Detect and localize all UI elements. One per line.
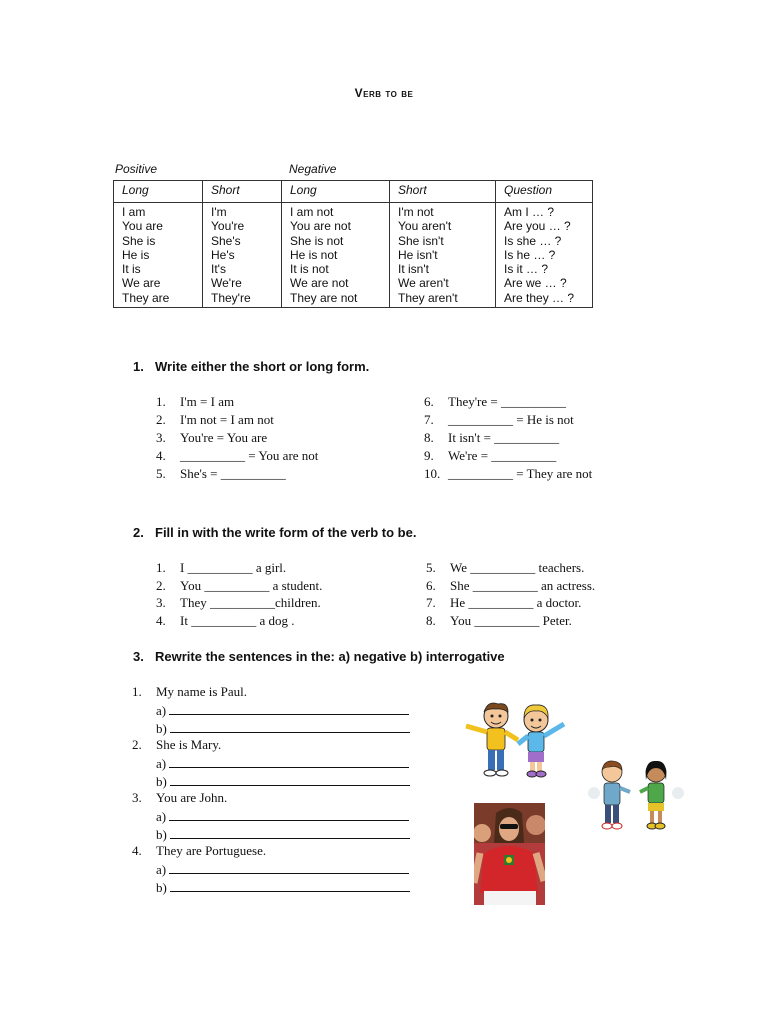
list-item <box>156 466 318 484</box>
answer-label: a) <box>156 756 167 771</box>
item-number: 1. <box>156 560 166 575</box>
item-text: We're = __________ <box>448 448 557 463</box>
item-text: You __________ a student. <box>180 577 323 593</box>
table-cell <box>390 203 496 308</box>
list-item <box>156 578 322 596</box>
answer-blank[interactable] <box>170 720 410 733</box>
table-body-row <box>114 203 593 308</box>
item-number: 1. <box>132 684 142 699</box>
list-item <box>424 394 592 412</box>
table-cell-text: Are we … ? <box>504 276 567 291</box>
table-cell-text: He's <box>211 247 235 262</box>
table-cell <box>496 203 593 308</box>
col-header: Long <box>282 181 390 203</box>
talking-kids-image <box>586 758 686 834</box>
table-cell-text: We're <box>211 276 242 291</box>
item-text: __________ = They are not <box>448 466 593 481</box>
list-item <box>156 613 322 631</box>
item-number: 2. <box>132 737 142 752</box>
list-item <box>426 613 595 631</box>
table-cell-text: She's <box>211 233 241 248</box>
answer-line-b <box>132 826 410 844</box>
negative-label: Negative <box>289 162 337 176</box>
table-cell-text: Are you … ? <box>504 219 571 234</box>
cartoon-kids-image <box>458 700 572 782</box>
exercise1-right-list <box>424 394 592 484</box>
table-cell-text: Are they … ? <box>504 290 575 305</box>
table-cell-text: Is she … ? <box>504 233 562 248</box>
answer-blank[interactable] <box>170 826 410 839</box>
exercise2-left-list <box>156 560 322 630</box>
answer-line-a <box>132 861 410 879</box>
table-cell <box>282 203 390 308</box>
table-cell-text: He is <box>122 247 150 262</box>
col-header: Short <box>390 181 496 203</box>
sentence-item <box>132 790 410 808</box>
table-cell-text: She is <box>122 233 156 248</box>
list-item <box>156 560 322 578</box>
answer-label: a) <box>156 862 167 877</box>
item-text: It isn't = __________ <box>448 430 560 445</box>
answer-blank[interactable] <box>169 861 409 874</box>
page-title: Verb to be <box>354 86 414 100</box>
item-number: 6. <box>424 394 434 409</box>
portugal-fan-photo <box>474 803 545 905</box>
table-cell-text: He is not <box>290 247 338 262</box>
section-heading: Fill in with the write form of the verb to be. <box>155 525 417 540</box>
list-item <box>156 412 318 430</box>
item-text: I'm = I am <box>180 394 235 409</box>
table-cell-text: She isn't <box>398 233 444 248</box>
item-text: She is Mary. <box>156 737 222 752</box>
list-item <box>424 412 592 430</box>
item-number: 2. <box>156 577 166 593</box>
answer-blank[interactable] <box>169 808 409 821</box>
answer-line-a <box>132 702 410 720</box>
col-header: Long <box>114 181 203 203</box>
item-number: 3. <box>156 430 166 445</box>
section-number: 1. <box>133 359 144 374</box>
list-item <box>156 595 322 613</box>
table-cell <box>114 203 203 308</box>
item-number: 4. <box>156 448 166 463</box>
table-cell-text: We are not <box>290 276 349 291</box>
item-number: 4. <box>156 612 166 628</box>
col-header: Short <box>203 181 282 203</box>
item-number: 7. <box>426 595 436 610</box>
table-cell-text: We are <box>122 276 161 291</box>
item-text: She's = __________ <box>180 466 286 481</box>
table-header-row <box>114 181 593 203</box>
table-cell-text: I am not <box>290 205 334 219</box>
item-text: He __________ a doctor. <box>450 595 582 610</box>
list-item <box>426 560 595 578</box>
item-number: 10. <box>424 466 441 481</box>
list-item <box>424 448 592 466</box>
list-item <box>424 430 592 448</box>
item-text: We __________ teachers. <box>450 560 585 575</box>
answer-label: a) <box>156 809 167 824</box>
item-number: 4. <box>132 843 142 858</box>
item-number: 8. <box>426 612 436 628</box>
table-cell-text: They're <box>211 290 251 305</box>
table-cell-text: Am I … ? <box>504 205 555 219</box>
table-cell <box>203 203 282 308</box>
item-number: 3. <box>132 790 142 805</box>
table-cell-text: They are <box>122 290 170 305</box>
verb-table <box>113 162 595 312</box>
table-cell-text: I'm not <box>398 205 434 219</box>
item-text: My name is Paul. <box>156 684 247 699</box>
answer-line-a <box>132 755 410 773</box>
item-text: They're = __________ <box>448 394 566 409</box>
table-cell-text: She is not <box>290 233 344 248</box>
answer-blank[interactable] <box>170 879 410 892</box>
list-item <box>156 394 318 412</box>
section-heading: Rewrite the sentences in the: a) negative b) interrogative <box>155 649 505 664</box>
table-cell-text: You're <box>211 219 245 234</box>
table-cell-text: I'm <box>211 205 227 219</box>
sentence-item <box>132 737 410 755</box>
table-cell-text: Is he … ? <box>504 247 556 262</box>
item-number: 3. <box>156 595 166 610</box>
list-item <box>424 466 592 484</box>
list-item <box>426 578 595 596</box>
table-cell-text: We aren't <box>398 276 449 291</box>
table-cell-text: They are not <box>290 290 358 305</box>
item-text: You __________ Peter. <box>450 612 572 628</box>
list-item <box>156 448 318 466</box>
answer-blank[interactable] <box>169 702 409 715</box>
item-number: 5. <box>426 560 436 575</box>
table-cell-text: It isn't <box>398 262 429 277</box>
item-text: They are Portuguese. <box>156 843 267 858</box>
table-cell-text: You are <box>122 219 163 234</box>
item-number: 7. <box>424 412 434 427</box>
conjugation-table <box>113 180 593 308</box>
table-cell-text: It is not <box>290 262 329 277</box>
answer-label: b) <box>156 826 167 842</box>
item-text: I __________ a girl. <box>180 560 287 575</box>
item-number: 8. <box>424 430 434 445</box>
answer-blank[interactable] <box>170 773 410 786</box>
positive-label: Positive <box>115 162 158 176</box>
exercise3-heading <box>133 649 505 664</box>
exercise2-heading <box>133 525 416 540</box>
item-text: __________ = He is not <box>448 412 574 427</box>
exercise1-heading <box>133 359 369 374</box>
item-number: 1. <box>156 394 166 409</box>
exercise1-left-list <box>156 394 318 484</box>
table-cell-text: You are not <box>290 219 351 234</box>
item-number: 9. <box>424 448 434 463</box>
item-number: 5. <box>156 466 166 481</box>
item-text: I'm not = I am not <box>180 412 274 427</box>
item-text: __________ = You are not <box>180 448 319 463</box>
table-cell-text: It is <box>122 262 141 277</box>
answer-line-b <box>132 879 410 897</box>
col-header: Question <box>496 181 593 203</box>
answer-line-a <box>132 808 410 826</box>
exercise2-right-list <box>426 560 595 630</box>
section-heading: Write either the short or long form. <box>155 359 370 374</box>
table-cell-text: I am <box>122 205 146 219</box>
table-cell-text: It's <box>211 262 226 277</box>
answer-line-b <box>132 773 410 791</box>
answer-label: a) <box>156 703 167 718</box>
item-text: You are John. <box>156 790 228 805</box>
item-text: She __________ an actress. <box>450 577 596 593</box>
table-cell-text: He isn't <box>398 247 438 262</box>
sentence-item <box>132 843 410 861</box>
item-number: 2. <box>156 412 166 427</box>
list-item <box>426 595 595 613</box>
answer-blank[interactable] <box>169 755 409 768</box>
item-text: It __________ a dog . <box>180 612 295 628</box>
answer-label: b) <box>156 879 167 895</box>
answer-label: b) <box>156 720 167 736</box>
section-number: 3. <box>133 649 144 664</box>
item-text: You're = You are <box>180 430 268 445</box>
table-cell-text: They aren't <box>398 290 458 305</box>
list-item <box>156 430 318 448</box>
table-cell-text: You aren't <box>398 219 452 234</box>
answer-line-b <box>132 720 410 738</box>
sentence-item <box>132 684 410 702</box>
answer-label: b) <box>156 773 167 789</box>
section-number: 2. <box>133 525 144 540</box>
exercise3-list <box>132 684 410 896</box>
item-text: They __________children. <box>180 595 321 610</box>
table-cell-text: Is it … ? <box>504 262 549 277</box>
item-number: 6. <box>426 577 436 593</box>
